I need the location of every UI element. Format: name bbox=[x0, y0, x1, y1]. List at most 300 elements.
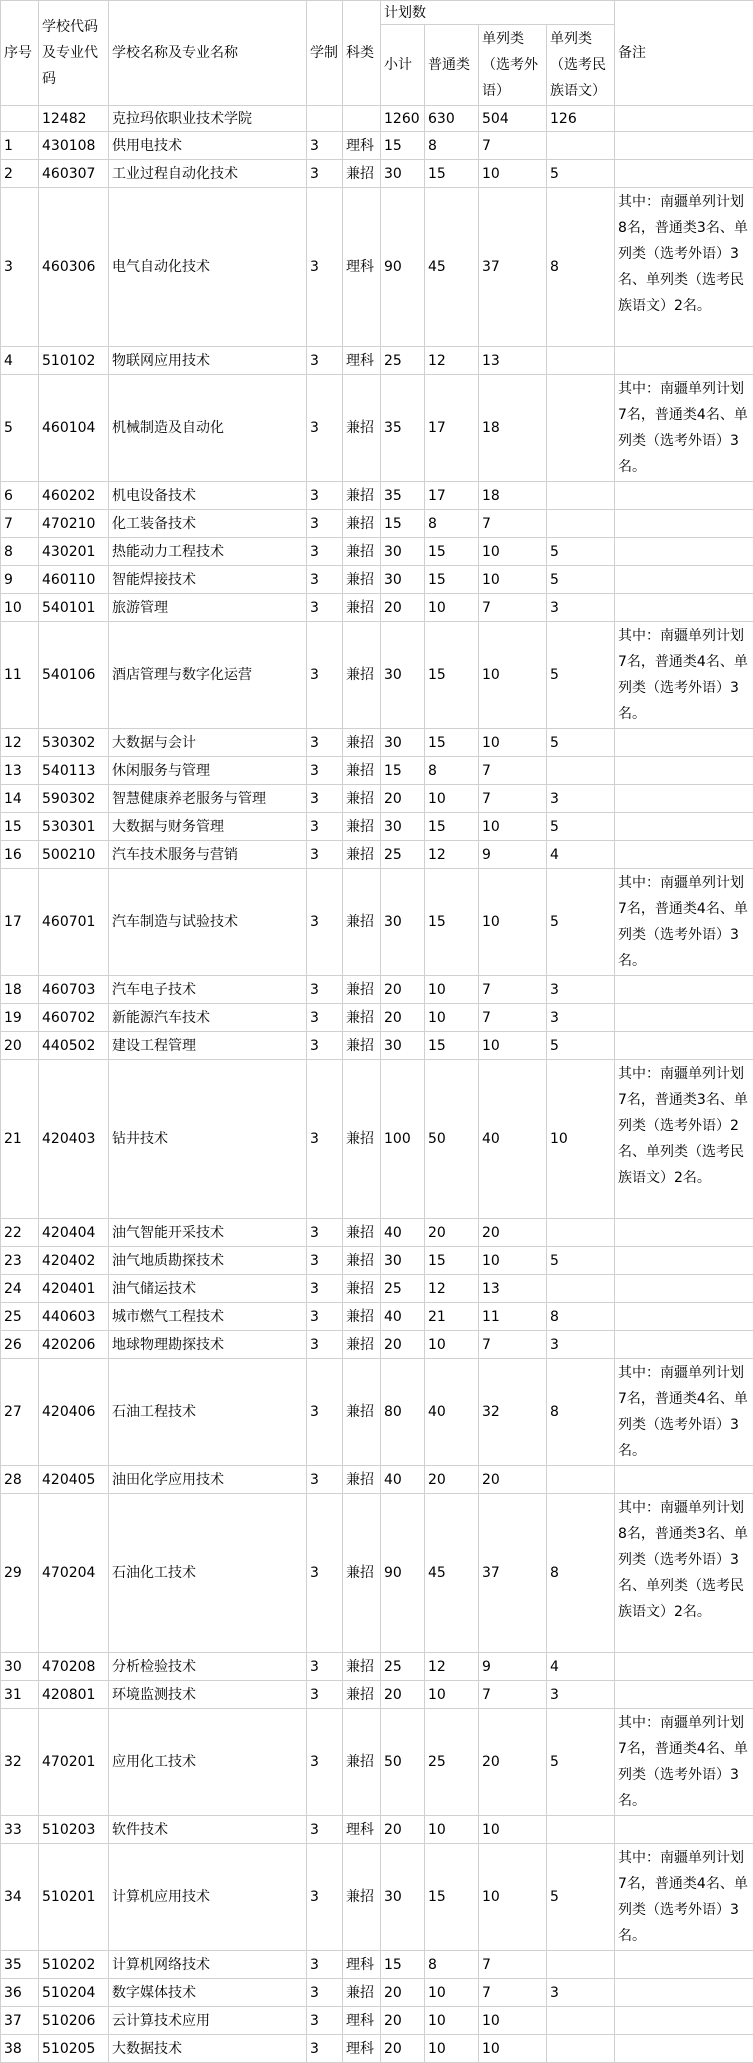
row-general: 17 bbox=[425, 482, 479, 510]
row-note bbox=[615, 510, 753, 538]
row-general: 10 bbox=[425, 2007, 479, 2035]
row-single-foreign: 7 bbox=[479, 510, 547, 538]
row-general: 21 bbox=[425, 1303, 479, 1331]
row-single-ethnic bbox=[547, 1816, 615, 1844]
row-note bbox=[615, 1979, 753, 2007]
row-subtotal: 25 bbox=[381, 347, 425, 375]
row-general: 10 bbox=[425, 594, 479, 622]
row-single-foreign: 13 bbox=[479, 347, 547, 375]
row-category: 兼招 bbox=[343, 1060, 381, 1219]
row-seq: 30 bbox=[1, 1653, 39, 1681]
row-seq: 37 bbox=[1, 2007, 39, 2035]
row-seq: 36 bbox=[1, 1979, 39, 2007]
row-single-foreign: 10 bbox=[479, 566, 547, 594]
table-row bbox=[1, 1979, 753, 2007]
row-category: 理科 bbox=[343, 2007, 381, 2035]
row-category: 兼招 bbox=[343, 1004, 381, 1032]
row-general: 10 bbox=[425, 1816, 479, 1844]
row-single-foreign: 10 bbox=[479, 2035, 547, 2063]
row-general: 10 bbox=[425, 1331, 479, 1359]
row-code: 510203 bbox=[39, 1816, 109, 1844]
row-category: 兼招 bbox=[343, 1681, 381, 1709]
row-years: 3 bbox=[307, 188, 343, 347]
row-subtotal: 30 bbox=[381, 1032, 425, 1060]
row-code: 420401 bbox=[39, 1275, 109, 1303]
row-single-foreign: 10 bbox=[479, 729, 547, 757]
row-category: 理科 bbox=[343, 132, 381, 160]
row-note bbox=[615, 1303, 753, 1331]
row-single-ethnic: 4 bbox=[547, 1653, 615, 1681]
row-category: 兼招 bbox=[343, 1303, 381, 1331]
row-seq: 5 bbox=[1, 375, 39, 482]
row-subtotal: 15 bbox=[381, 510, 425, 538]
row-years: 3 bbox=[307, 1247, 343, 1275]
school-row bbox=[1, 106, 753, 132]
row-seq: 16 bbox=[1, 841, 39, 869]
row-name: 油气地质勘探技术 bbox=[109, 1247, 307, 1275]
table-row bbox=[1, 1951, 753, 1979]
row-general: 10 bbox=[425, 2035, 479, 2063]
row-years: 3 bbox=[307, 729, 343, 757]
row-single-foreign: 18 bbox=[479, 482, 547, 510]
row-name: 机电设备技术 bbox=[109, 482, 307, 510]
row-code: 420206 bbox=[39, 1331, 109, 1359]
row-name: 油气智能开采技术 bbox=[109, 1219, 307, 1247]
row-name: 供用电技术 bbox=[109, 132, 307, 160]
row-years: 3 bbox=[307, 757, 343, 785]
row-subtotal: 90 bbox=[381, 1494, 425, 1653]
row-subtotal: 25 bbox=[381, 1275, 425, 1303]
table-row bbox=[1, 841, 753, 869]
row-single-foreign: 10 bbox=[479, 869, 547, 976]
row-single-foreign: 20 bbox=[479, 1219, 547, 1247]
row-years: 3 bbox=[307, 482, 343, 510]
table-row bbox=[1, 729, 753, 757]
row-single-foreign: 7 bbox=[479, 1004, 547, 1032]
row-code: 420405 bbox=[39, 1466, 109, 1494]
table-row bbox=[1, 132, 753, 160]
row-code: 420403 bbox=[39, 1060, 109, 1219]
table-row bbox=[1, 594, 753, 622]
row-single-ethnic: 3 bbox=[547, 1331, 615, 1359]
table-row bbox=[1, 347, 753, 375]
row-category: 兼招 bbox=[343, 622, 381, 729]
row-general: 15 bbox=[425, 160, 479, 188]
table-row bbox=[1, 1844, 753, 1951]
row-note bbox=[615, 1247, 753, 1275]
school-single-foreign: 504 bbox=[479, 106, 547, 132]
row-note bbox=[615, 1951, 753, 1979]
row-single-foreign: 37 bbox=[479, 1494, 547, 1653]
row-note bbox=[615, 1816, 753, 1844]
row-code: 440502 bbox=[39, 1032, 109, 1060]
row-note: 其中：南疆单列计划8名，普通类3名、单列类（选考外语）3名、单列类（选考民族语文）2名。 bbox=[615, 1494, 753, 1653]
row-note bbox=[615, 2007, 753, 2035]
row-category: 理科 bbox=[343, 347, 381, 375]
row-years: 3 bbox=[307, 1219, 343, 1247]
row-years: 3 bbox=[307, 1653, 343, 1681]
row-category: 理科 bbox=[343, 188, 381, 347]
row-single-foreign: 37 bbox=[479, 188, 547, 347]
row-general: 10 bbox=[425, 1004, 479, 1032]
row-name: 汽车技术服务与营销 bbox=[109, 841, 307, 869]
row-single-foreign: 18 bbox=[479, 375, 547, 482]
row-name: 油田化学应用技术 bbox=[109, 1466, 307, 1494]
row-seq: 8 bbox=[1, 538, 39, 566]
row-note bbox=[615, 566, 753, 594]
row-note: 其中：南疆单列计划7名，普通类3名、单列类（选考外语）2名、单列类（选考民族语文）2名。 bbox=[615, 1060, 753, 1219]
row-seq: 3 bbox=[1, 188, 39, 347]
row-single-ethnic: 3 bbox=[547, 1979, 615, 2007]
row-name: 酒店管理与数字化运营 bbox=[109, 622, 307, 729]
row-subtotal: 25 bbox=[381, 841, 425, 869]
school-code: 12482 bbox=[39, 106, 109, 132]
row-category: 兼招 bbox=[343, 538, 381, 566]
row-code: 590302 bbox=[39, 785, 109, 813]
row-single-foreign: 20 bbox=[479, 1709, 547, 1816]
row-general: 25 bbox=[425, 1709, 479, 1816]
row-general: 45 bbox=[425, 1494, 479, 1653]
row-subtotal: 15 bbox=[381, 757, 425, 785]
row-name: 软件技术 bbox=[109, 1816, 307, 1844]
table-body bbox=[1, 106, 753, 2063]
row-seq: 33 bbox=[1, 1816, 39, 1844]
row-single-ethnic: 5 bbox=[547, 729, 615, 757]
header-code: 学校代码及专业代码 bbox=[39, 1, 109, 106]
table-row bbox=[1, 813, 753, 841]
row-subtotal: 15 bbox=[381, 1951, 425, 1979]
header-category: 科类 bbox=[343, 1, 381, 106]
header-note: 备注 bbox=[615, 1, 753, 106]
row-code: 420402 bbox=[39, 1247, 109, 1275]
row-name: 汽车电子技术 bbox=[109, 976, 307, 1004]
row-single-foreign: 13 bbox=[479, 1275, 547, 1303]
row-general: 8 bbox=[425, 757, 479, 785]
row-years: 3 bbox=[307, 160, 343, 188]
table-row bbox=[1, 1303, 753, 1331]
row-name: 工业过程自动化技术 bbox=[109, 160, 307, 188]
school-name: 克拉玛依职业技术学院 bbox=[109, 106, 307, 132]
row-general: 15 bbox=[425, 566, 479, 594]
row-name: 新能源汽车技术 bbox=[109, 1004, 307, 1032]
row-name: 汽车制造与试验技术 bbox=[109, 869, 307, 976]
row-single-ethnic bbox=[547, 757, 615, 785]
row-years: 3 bbox=[307, 1004, 343, 1032]
row-code: 420404 bbox=[39, 1219, 109, 1247]
row-name: 环境监测技术 bbox=[109, 1681, 307, 1709]
row-single-foreign: 7 bbox=[479, 757, 547, 785]
table-row bbox=[1, 375, 753, 482]
row-subtotal: 20 bbox=[381, 1681, 425, 1709]
row-seq: 1 bbox=[1, 132, 39, 160]
row-single-ethnic: 8 bbox=[547, 1303, 615, 1331]
row-years: 3 bbox=[307, 1303, 343, 1331]
row-general: 20 bbox=[425, 1466, 479, 1494]
row-single-foreign: 9 bbox=[479, 841, 547, 869]
row-note bbox=[615, 132, 753, 160]
row-general: 15 bbox=[425, 869, 479, 976]
row-subtotal: 35 bbox=[381, 482, 425, 510]
row-single-foreign: 7 bbox=[479, 976, 547, 1004]
row-subtotal: 30 bbox=[381, 869, 425, 976]
school-general: 630 bbox=[425, 106, 479, 132]
row-general: 15 bbox=[425, 813, 479, 841]
row-subtotal: 30 bbox=[381, 1844, 425, 1951]
row-code: 510102 bbox=[39, 347, 109, 375]
row-name: 钻井技术 bbox=[109, 1060, 307, 1219]
row-subtotal: 20 bbox=[381, 2035, 425, 2063]
row-single-foreign: 10 bbox=[479, 1032, 547, 1060]
row-single-ethnic bbox=[547, 482, 615, 510]
row-name: 油气储运技术 bbox=[109, 1275, 307, 1303]
table-row bbox=[1, 1247, 753, 1275]
row-name: 数字媒体技术 bbox=[109, 1979, 307, 2007]
row-single-ethnic: 5 bbox=[547, 1032, 615, 1060]
row-single-foreign: 7 bbox=[479, 1979, 547, 2007]
table-row bbox=[1, 1709, 753, 1816]
row-name: 石油化工技术 bbox=[109, 1494, 307, 1653]
header-general: 普通类 bbox=[425, 25, 479, 106]
row-category: 兼招 bbox=[343, 1275, 381, 1303]
row-single-ethnic: 5 bbox=[547, 869, 615, 976]
table-row bbox=[1, 1653, 753, 1681]
row-code: 460104 bbox=[39, 375, 109, 482]
row-general: 8 bbox=[425, 1951, 479, 1979]
row-seq: 32 bbox=[1, 1709, 39, 1816]
row-category: 兼招 bbox=[343, 729, 381, 757]
row-name: 智慧健康养老服务与管理 bbox=[109, 785, 307, 813]
table-row bbox=[1, 1681, 753, 1709]
row-years: 3 bbox=[307, 594, 343, 622]
row-years: 3 bbox=[307, 1709, 343, 1816]
row-seq: 38 bbox=[1, 2035, 39, 2063]
row-seq: 23 bbox=[1, 1247, 39, 1275]
row-subtotal: 20 bbox=[381, 785, 425, 813]
row-general: 15 bbox=[425, 1247, 479, 1275]
row-years: 3 bbox=[307, 566, 343, 594]
row-note bbox=[615, 1466, 753, 1494]
row-code: 510205 bbox=[39, 2035, 109, 2063]
row-seq: 26 bbox=[1, 1331, 39, 1359]
row-single-foreign: 7 bbox=[479, 1951, 547, 1979]
row-single-foreign: 7 bbox=[479, 785, 547, 813]
row-category: 兼招 bbox=[343, 375, 381, 482]
row-code: 460306 bbox=[39, 188, 109, 347]
row-years: 3 bbox=[307, 1979, 343, 2007]
row-category: 兼招 bbox=[343, 757, 381, 785]
row-note: 其中：南疆单列计划7名，普通类4名、单列类（选考外语）3名。 bbox=[615, 1709, 753, 1816]
row-subtotal: 20 bbox=[381, 2007, 425, 2035]
table-row bbox=[1, 1331, 753, 1359]
row-name: 分析检验技术 bbox=[109, 1653, 307, 1681]
school-years bbox=[307, 106, 343, 132]
row-general: 8 bbox=[425, 510, 479, 538]
row-name: 计算机网络技术 bbox=[109, 1951, 307, 1979]
row-category: 兼招 bbox=[343, 1494, 381, 1653]
row-category: 兼招 bbox=[343, 785, 381, 813]
table-row bbox=[1, 757, 753, 785]
row-note bbox=[615, 1653, 753, 1681]
row-years: 3 bbox=[307, 375, 343, 482]
row-general: 15 bbox=[425, 729, 479, 757]
row-category: 兼招 bbox=[343, 1466, 381, 1494]
row-name: 大数据与会计 bbox=[109, 729, 307, 757]
row-seq: 20 bbox=[1, 1032, 39, 1060]
row-seq: 31 bbox=[1, 1681, 39, 1709]
table-row bbox=[1, 622, 753, 729]
row-note: 其中：南疆单列计划7名，普通类4名、单列类（选考外语）3名。 bbox=[615, 869, 753, 976]
row-category: 兼招 bbox=[343, 1219, 381, 1247]
row-category: 兼招 bbox=[343, 1844, 381, 1951]
row-note bbox=[615, 976, 753, 1004]
row-seq: 9 bbox=[1, 566, 39, 594]
row-general: 15 bbox=[425, 538, 479, 566]
row-subtotal: 35 bbox=[381, 375, 425, 482]
row-single-foreign: 7 bbox=[479, 132, 547, 160]
row-single-foreign: 10 bbox=[479, 622, 547, 729]
row-name: 城市燃气工程技术 bbox=[109, 1303, 307, 1331]
row-seq: 10 bbox=[1, 594, 39, 622]
school-subtotal: 1260 bbox=[381, 106, 425, 132]
row-years: 3 bbox=[307, 1844, 343, 1951]
row-subtotal: 40 bbox=[381, 1303, 425, 1331]
row-name: 地球物理勘探技术 bbox=[109, 1331, 307, 1359]
row-code: 460702 bbox=[39, 1004, 109, 1032]
row-single-ethnic: 8 bbox=[547, 1359, 615, 1466]
row-category: 兼招 bbox=[343, 1032, 381, 1060]
row-single-ethnic bbox=[547, 1466, 615, 1494]
row-seq: 4 bbox=[1, 347, 39, 375]
row-single-ethnic: 3 bbox=[547, 785, 615, 813]
row-name: 热能动力工程技术 bbox=[109, 538, 307, 566]
row-name: 旅游管理 bbox=[109, 594, 307, 622]
row-single-ethnic bbox=[547, 347, 615, 375]
row-category: 兼招 bbox=[343, 1709, 381, 1816]
row-general: 50 bbox=[425, 1060, 479, 1219]
row-code: 540106 bbox=[39, 622, 109, 729]
row-subtotal: 20 bbox=[381, 594, 425, 622]
table-row bbox=[1, 1004, 753, 1032]
row-category: 兼招 bbox=[343, 160, 381, 188]
row-note bbox=[615, 538, 753, 566]
row-category: 兼招 bbox=[343, 1359, 381, 1466]
row-single-ethnic: 8 bbox=[547, 1494, 615, 1653]
row-years: 3 bbox=[307, 1466, 343, 1494]
row-general: 10 bbox=[425, 1681, 479, 1709]
row-single-foreign: 20 bbox=[479, 1466, 547, 1494]
row-code: 430108 bbox=[39, 132, 109, 160]
row-subtotal: 25 bbox=[381, 1653, 425, 1681]
row-note bbox=[615, 2035, 753, 2063]
row-code: 540101 bbox=[39, 594, 109, 622]
row-subtotal: 40 bbox=[381, 1219, 425, 1247]
row-subtotal: 30 bbox=[381, 729, 425, 757]
row-category: 兼招 bbox=[343, 1979, 381, 2007]
row-seq: 7 bbox=[1, 510, 39, 538]
row-years: 3 bbox=[307, 1060, 343, 1219]
row-name: 休闲服务与管理 bbox=[109, 757, 307, 785]
row-general: 12 bbox=[425, 841, 479, 869]
row-code: 440603 bbox=[39, 1303, 109, 1331]
table-row bbox=[1, 976, 753, 1004]
row-note bbox=[615, 594, 753, 622]
row-seq: 29 bbox=[1, 1494, 39, 1653]
row-years: 3 bbox=[307, 347, 343, 375]
row-subtotal: 20 bbox=[381, 1004, 425, 1032]
header-name: 学校名称及专业名称 bbox=[109, 1, 307, 106]
row-code: 460307 bbox=[39, 160, 109, 188]
row-seq: 28 bbox=[1, 1466, 39, 1494]
school-note bbox=[615, 106, 753, 132]
table-row bbox=[1, 188, 753, 347]
row-single-ethnic bbox=[547, 2035, 615, 2063]
row-code: 470201 bbox=[39, 1709, 109, 1816]
row-single-foreign: 32 bbox=[479, 1359, 547, 1466]
row-name: 智能焊接技术 bbox=[109, 566, 307, 594]
row-single-ethnic: 3 bbox=[547, 594, 615, 622]
row-code: 470208 bbox=[39, 1653, 109, 1681]
row-general: 15 bbox=[425, 1032, 479, 1060]
row-note: 其中：南疆单列计划7名，普通类4名、单列类（选考外语）3名。 bbox=[615, 375, 753, 482]
table-row bbox=[1, 1816, 753, 1844]
row-category: 兼招 bbox=[343, 869, 381, 976]
row-years: 3 bbox=[307, 785, 343, 813]
row-seq: 25 bbox=[1, 1303, 39, 1331]
row-note bbox=[615, 785, 753, 813]
row-category: 兼招 bbox=[343, 1331, 381, 1359]
row-subtotal: 50 bbox=[381, 1709, 425, 1816]
row-note bbox=[615, 1331, 753, 1359]
row-seq: 2 bbox=[1, 160, 39, 188]
row-subtotal: 20 bbox=[381, 1331, 425, 1359]
row-seq: 11 bbox=[1, 622, 39, 729]
row-general: 12 bbox=[425, 347, 479, 375]
row-code: 460110 bbox=[39, 566, 109, 594]
row-single-foreign: 10 bbox=[479, 813, 547, 841]
row-subtotal: 100 bbox=[381, 1060, 425, 1219]
row-single-foreign: 10 bbox=[479, 1816, 547, 1844]
row-single-ethnic bbox=[547, 1219, 615, 1247]
row-name: 建设工程管理 bbox=[109, 1032, 307, 1060]
row-years: 3 bbox=[307, 1681, 343, 1709]
header-years: 学制 bbox=[307, 1, 343, 106]
row-years: 3 bbox=[307, 2007, 343, 2035]
header-plan: 计划数 bbox=[381, 1, 615, 25]
row-name: 石油工程技术 bbox=[109, 1359, 307, 1466]
row-code: 470204 bbox=[39, 1494, 109, 1653]
row-code: 530301 bbox=[39, 813, 109, 841]
row-seq: 19 bbox=[1, 1004, 39, 1032]
row-name: 云计算技术应用 bbox=[109, 2007, 307, 2035]
row-category: 兼招 bbox=[343, 813, 381, 841]
row-name: 物联网应用技术 bbox=[109, 347, 307, 375]
row-single-foreign: 7 bbox=[479, 1331, 547, 1359]
header-single-ethnic: 单列类（选考民族语文） bbox=[547, 25, 615, 106]
table-row bbox=[1, 2007, 753, 2035]
row-note bbox=[615, 1032, 753, 1060]
header-subtotal: 小计 bbox=[381, 25, 425, 106]
row-general: 17 bbox=[425, 375, 479, 482]
row-years: 3 bbox=[307, 132, 343, 160]
row-single-ethnic: 5 bbox=[547, 1844, 615, 1951]
row-note: 其中：南疆单列计划8名，普通类3名、单列类（选考外语）3名、单列类（选考民族语文）2名。 bbox=[615, 188, 753, 347]
row-code: 510204 bbox=[39, 1979, 109, 2007]
row-subtotal: 15 bbox=[381, 132, 425, 160]
row-single-ethnic: 5 bbox=[547, 1247, 615, 1275]
row-years: 3 bbox=[307, 1331, 343, 1359]
row-subtotal: 20 bbox=[381, 976, 425, 1004]
row-category: 兼招 bbox=[343, 976, 381, 1004]
